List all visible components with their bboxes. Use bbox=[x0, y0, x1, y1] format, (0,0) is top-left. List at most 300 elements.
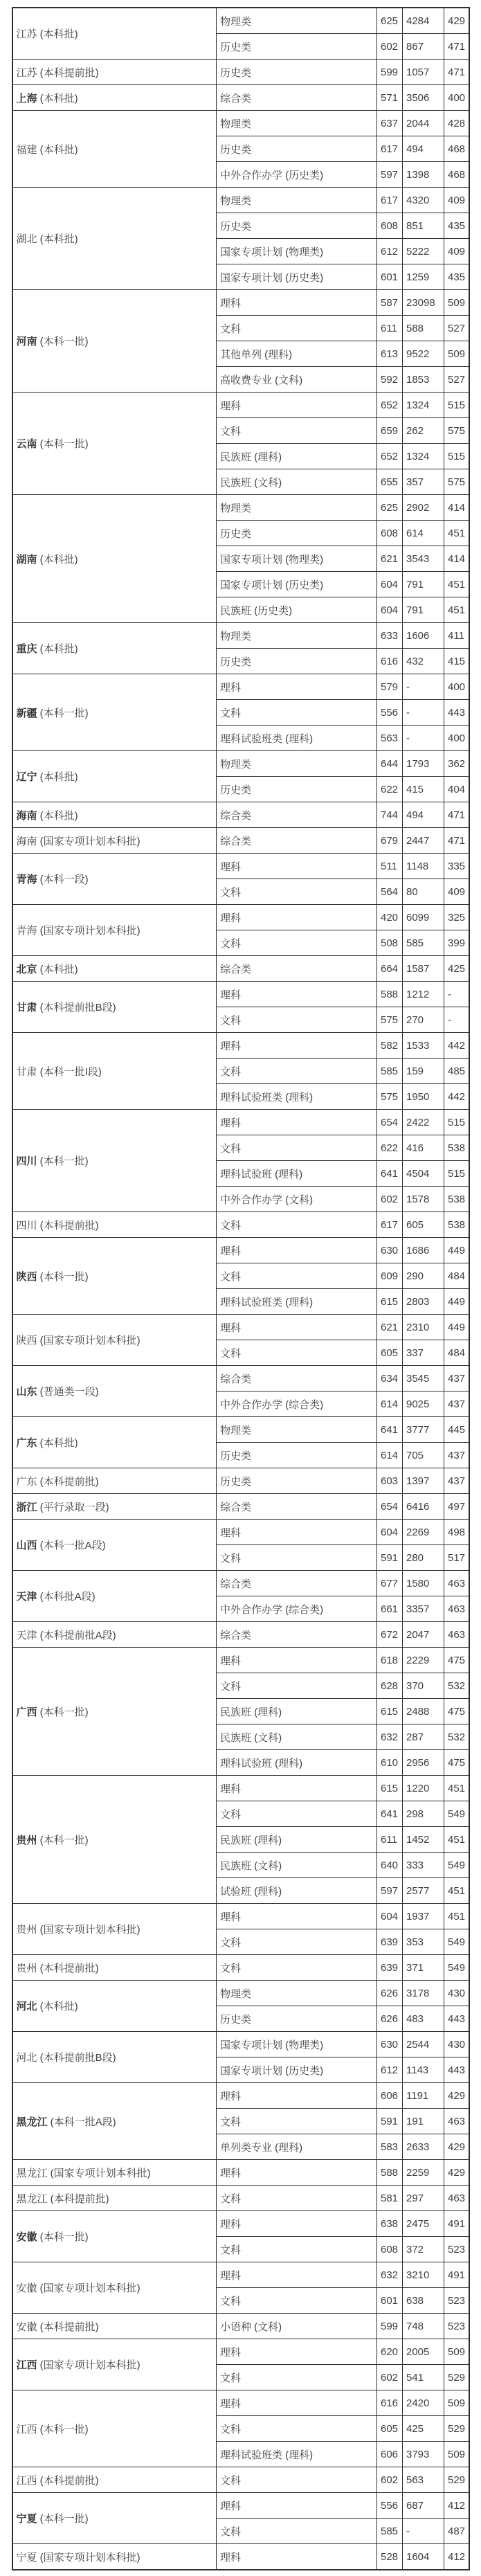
min-rank-cell: 80 bbox=[403, 879, 444, 905]
batch-label: (本科批A段) bbox=[37, 1591, 96, 1603]
min-score-cell: 602 bbox=[377, 2467, 403, 2493]
province-name: 浙江 bbox=[16, 1501, 37, 1513]
province-name: 河北 bbox=[16, 2052, 37, 2064]
province-batch-cell bbox=[12, 2467, 217, 2493]
min-score-cell: 587 bbox=[377, 290, 403, 316]
control-line-cell: 451 bbox=[444, 1904, 469, 1929]
province-batch-cell bbox=[12, 1981, 217, 2032]
table-row bbox=[12, 1238, 469, 1263]
province-name: 甘肃 bbox=[16, 1065, 37, 1078]
category-cell: 综合类 bbox=[217, 828, 377, 854]
control-line-cell: 471 bbox=[444, 60, 469, 85]
table-row bbox=[12, 2186, 469, 2211]
category-cell: 综合类 bbox=[217, 956, 377, 982]
min-score-cell: 556 bbox=[377, 2493, 403, 2519]
min-score-cell: 654 bbox=[377, 1494, 403, 1520]
category-cell: 国家专项计划 (历史类) bbox=[217, 2057, 377, 2083]
category-cell: 理科 bbox=[217, 2339, 377, 2365]
control-line-cell: 400 bbox=[444, 726, 469, 751]
min-score-cell: 661 bbox=[377, 1596, 403, 1622]
control-line-cell: 538 bbox=[444, 1135, 469, 1161]
category-cell: 民族班 (理科) bbox=[217, 444, 377, 469]
category-cell: 文科 bbox=[217, 2416, 377, 2442]
control-line-cell: 442 bbox=[444, 1033, 469, 1059]
category-cell: 理科 bbox=[217, 2160, 377, 2186]
min-rank-cell: 23098 bbox=[403, 290, 444, 316]
category-cell: 国家专项计划 (历史类) bbox=[217, 572, 377, 597]
category-cell: 理科 bbox=[217, 1648, 377, 1673]
province-name: 广东 bbox=[16, 1475, 37, 1488]
min-rank-cell: 159 bbox=[403, 1059, 444, 1084]
min-rank-cell: 1148 bbox=[403, 854, 444, 879]
min-score-cell: 637 bbox=[377, 111, 403, 136]
category-cell: 理科 bbox=[217, 1315, 377, 1340]
min-score-cell: 508 bbox=[377, 930, 403, 956]
table-row bbox=[12, 2314, 469, 2339]
table-row bbox=[12, 111, 469, 136]
category-cell: 文科 bbox=[217, 2109, 377, 2134]
category-cell: 文科 bbox=[217, 1007, 377, 1033]
province-name: 江西 bbox=[16, 2423, 37, 2435]
min-score-cell: 617 bbox=[377, 188, 403, 213]
min-rank-cell: 2047 bbox=[403, 1622, 444, 1648]
min-score-cell: 639 bbox=[377, 1929, 403, 1955]
min-rank-cell: 1259 bbox=[403, 264, 444, 290]
category-cell: 综合类 bbox=[217, 1366, 377, 1391]
table-row bbox=[12, 751, 469, 777]
table-row bbox=[12, 674, 469, 700]
province-batch-cell bbox=[12, 2339, 217, 2390]
category-cell: 理科 bbox=[217, 2083, 377, 2109]
category-cell: 文科 bbox=[217, 1929, 377, 1955]
min-rank-cell: 1578 bbox=[403, 1187, 444, 1212]
control-line-cell: 527 bbox=[444, 367, 469, 393]
min-score-cell: 625 bbox=[377, 495, 403, 521]
control-line-cell: 463 bbox=[444, 2109, 469, 2134]
min-rank-cell: - bbox=[403, 2519, 444, 2544]
min-rank-cell: 5222 bbox=[403, 239, 444, 264]
min-rank-cell: 287 bbox=[403, 1724, 444, 1750]
province-name: 安徽 bbox=[16, 2231, 37, 2243]
batch-label: (本科一批) bbox=[37, 707, 89, 719]
control-line-cell: 475 bbox=[444, 1750, 469, 1776]
min-rank-cell: 2475 bbox=[403, 2211, 444, 2237]
min-score-cell: 744 bbox=[377, 802, 403, 828]
min-score-cell: 601 bbox=[377, 2288, 403, 2314]
min-score-cell: 639 bbox=[377, 1955, 403, 1981]
category-cell: 文科 bbox=[217, 2237, 377, 2262]
min-score-cell: 606 bbox=[377, 2442, 403, 2467]
min-score-cell: 618 bbox=[377, 1648, 403, 1673]
province-batch-cell bbox=[12, 2032, 217, 2083]
min-rank-cell: 494 bbox=[403, 136, 444, 162]
category-cell: 民族班 (文科) bbox=[217, 1853, 377, 1878]
control-line-cell: 409 bbox=[444, 239, 469, 264]
table-row bbox=[12, 2211, 469, 2237]
province-name: 黑龙江 bbox=[16, 2192, 48, 2205]
min-rank-cell: 3777 bbox=[403, 1417, 444, 1443]
batch-label: (本科一批) bbox=[37, 2231, 89, 2243]
province-batch-cell bbox=[12, 2160, 217, 2186]
control-line-cell: 509 bbox=[444, 2339, 469, 2365]
province-name: 江西 bbox=[16, 2359, 37, 2371]
province-batch-cell bbox=[12, 854, 217, 905]
control-line-cell: 430 bbox=[444, 1981, 469, 2006]
table-row bbox=[12, 8, 469, 34]
min-score-cell: 672 bbox=[377, 1622, 403, 1648]
min-score-cell: 615 bbox=[377, 1776, 403, 1801]
category-cell: 中外合作办学 (历史类) bbox=[217, 162, 377, 188]
control-line-cell: 515 bbox=[444, 1110, 469, 1135]
province-batch-cell bbox=[12, 1110, 217, 1212]
min-score-cell: 575 bbox=[377, 1007, 403, 1033]
batch-label: (本科批) bbox=[37, 28, 78, 40]
table-row bbox=[12, 2339, 469, 2365]
table-row bbox=[12, 1110, 469, 1135]
batch-label: (本科一段) bbox=[37, 874, 89, 885]
min-score-cell: 612 bbox=[377, 2057, 403, 2083]
min-rank-cell: 705 bbox=[403, 1443, 444, 1468]
batch-label: (本科提前批) bbox=[37, 2474, 99, 2487]
min-rank-cell: - bbox=[403, 674, 444, 700]
control-line-cell: 443 bbox=[444, 700, 469, 726]
min-rank-cell: 1324 bbox=[403, 444, 444, 469]
min-rank-cell: 605 bbox=[403, 1212, 444, 1238]
min-rank-cell: 1397 bbox=[403, 1468, 444, 1494]
min-rank-cell: - bbox=[403, 726, 444, 751]
table-row bbox=[12, 1955, 469, 1981]
min-rank-cell: 3357 bbox=[403, 1596, 444, 1622]
control-line-cell: 517 bbox=[444, 1545, 469, 1571]
min-rank-cell: 3545 bbox=[403, 1366, 444, 1391]
table-row bbox=[12, 982, 469, 1007]
control-line-cell: 484 bbox=[444, 1340, 469, 1366]
control-line-cell: 491 bbox=[444, 2262, 469, 2288]
min-rank-cell: 614 bbox=[403, 521, 444, 546]
category-cell: 理科 bbox=[217, 2262, 377, 2288]
control-line-cell: 523 bbox=[444, 2288, 469, 2314]
province-name: 云南 bbox=[16, 438, 37, 450]
table-row bbox=[12, 495, 469, 521]
min-rank-cell: 588 bbox=[403, 316, 444, 341]
province-name: 广西 bbox=[16, 1706, 37, 1718]
min-score-cell: 626 bbox=[377, 2006, 403, 2032]
min-rank-cell: 2544 bbox=[403, 2032, 444, 2057]
min-score-cell: 592 bbox=[377, 367, 403, 393]
table-row bbox=[12, 85, 469, 111]
control-line-cell: 425 bbox=[444, 956, 469, 982]
category-cell: 文科 bbox=[217, 418, 377, 444]
batch-label: (本科一批) bbox=[37, 2423, 89, 2435]
control-line-cell: 409 bbox=[444, 188, 469, 213]
control-line-cell: 451 bbox=[444, 572, 469, 597]
min-score-cell: 622 bbox=[377, 777, 403, 802]
province-name: 贵州 bbox=[16, 1924, 37, 1936]
province-name: 河南 bbox=[16, 336, 37, 348]
min-score-cell: 511 bbox=[377, 854, 403, 879]
min-rank-cell: 1212 bbox=[403, 982, 444, 1007]
table-row bbox=[12, 854, 469, 879]
min-rank-cell: 1793 bbox=[403, 751, 444, 777]
min-score-cell: 634 bbox=[377, 1366, 403, 1391]
province-batch-cell bbox=[12, 1571, 217, 1622]
category-cell: 历史类 bbox=[217, 1468, 377, 1494]
category-cell: 理科 bbox=[217, 1238, 377, 1263]
province-batch-cell bbox=[12, 60, 217, 85]
min-score-cell: 615 bbox=[377, 1289, 403, 1315]
control-line-cell: 429 bbox=[444, 2083, 469, 2109]
table-row bbox=[12, 802, 469, 828]
min-rank-cell: 2577 bbox=[403, 1878, 444, 1904]
category-cell: 理科试验班类 (理科) bbox=[217, 1289, 377, 1315]
province-batch-cell bbox=[12, 495, 217, 623]
batch-label: (本科一批A段) bbox=[47, 2116, 116, 2128]
control-line-cell: 451 bbox=[444, 1827, 469, 1853]
province-batch-cell bbox=[12, 2314, 217, 2339]
batch-label: (本科一批) bbox=[37, 336, 89, 348]
min-score-cell: 608 bbox=[377, 521, 403, 546]
category-cell: 历史类 bbox=[217, 2006, 377, 2032]
control-line-cell: 509 bbox=[444, 341, 469, 367]
province-name: 安徽 bbox=[16, 2282, 37, 2294]
batch-label: (本科一批A段) bbox=[37, 1540, 106, 1551]
min-score-cell: 654 bbox=[377, 1110, 403, 1135]
min-rank-cell: 4320 bbox=[403, 188, 444, 213]
category-cell: 物理类 bbox=[217, 751, 377, 777]
min-score-cell: 614 bbox=[377, 1391, 403, 1417]
control-line-cell: 435 bbox=[444, 213, 469, 239]
province-name: 贵州 bbox=[16, 1834, 37, 1846]
control-line-cell: 451 bbox=[444, 1776, 469, 1801]
category-cell: 民族班 (文科) bbox=[217, 469, 377, 495]
min-score-cell: 571 bbox=[377, 85, 403, 111]
min-rank-cell: 280 bbox=[403, 1545, 444, 1571]
category-cell: 文科 bbox=[217, 316, 377, 341]
control-line-cell: 437 bbox=[444, 1443, 469, 1468]
province-name: 新疆 bbox=[16, 707, 37, 719]
category-cell: 理科 bbox=[217, 1520, 377, 1545]
province-batch-cell bbox=[12, 1955, 217, 1981]
table-row bbox=[12, 2544, 469, 2570]
batch-label: (本科提前批) bbox=[37, 1475, 99, 1488]
min-rank-cell: 353 bbox=[403, 1929, 444, 1955]
category-cell: 理科 bbox=[217, 2390, 377, 2416]
batch-label: (本科一批) bbox=[37, 1270, 89, 1283]
min-rank-cell: 1324 bbox=[403, 393, 444, 418]
province-name: 上海 bbox=[16, 92, 37, 105]
batch-label: (国家专项计划本科批) bbox=[47, 2167, 151, 2179]
category-cell: 物理类 bbox=[217, 111, 377, 136]
min-score-cell: 588 bbox=[377, 2160, 403, 2186]
min-score-cell: 630 bbox=[377, 2032, 403, 2057]
category-cell: 历史类 bbox=[217, 34, 377, 60]
min-score-cell: 609 bbox=[377, 1263, 403, 1289]
min-score-cell: 579 bbox=[377, 674, 403, 700]
category-cell: 文科 bbox=[217, 1340, 377, 1366]
province-name: 四川 bbox=[16, 1219, 37, 1232]
province-name: 陕西 bbox=[16, 1335, 37, 1346]
min-rank-cell: 1580 bbox=[403, 1571, 444, 1596]
control-line-cell: 515 bbox=[444, 444, 469, 469]
min-score-cell: 602 bbox=[377, 2365, 403, 2390]
min-rank-cell: 3178 bbox=[403, 1981, 444, 2006]
batch-label: (本科一批) bbox=[37, 1155, 89, 1167]
batch-label: (本科批) bbox=[37, 2001, 78, 2012]
control-line-cell: 575 bbox=[444, 469, 469, 495]
control-line-cell: 463 bbox=[444, 1571, 469, 1596]
table-row bbox=[12, 956, 469, 982]
min-rank-cell: 425 bbox=[403, 2416, 444, 2442]
province-batch-cell bbox=[12, 828, 217, 854]
min-score-cell: 602 bbox=[377, 1187, 403, 1212]
category-cell: 文科 bbox=[217, 1263, 377, 1289]
category-cell: 文科 bbox=[217, 2288, 377, 2314]
category-cell: 文科 bbox=[217, 1135, 377, 1161]
min-rank-cell: 791 bbox=[403, 572, 444, 597]
min-rank-cell: 1606 bbox=[403, 623, 444, 649]
control-line-cell: 412 bbox=[444, 2493, 469, 2519]
control-line-cell: 400 bbox=[444, 85, 469, 111]
control-line-cell: 429 bbox=[444, 2134, 469, 2160]
control-line-cell: 445 bbox=[444, 1417, 469, 1443]
province-name: 海南 bbox=[16, 809, 37, 822]
min-rank-cell: 1686 bbox=[403, 1238, 444, 1263]
province-batch-cell bbox=[12, 1366, 217, 1417]
control-line-cell: 523 bbox=[444, 2237, 469, 2262]
table-row bbox=[12, 1520, 469, 1545]
table-row bbox=[12, 2262, 469, 2288]
min-score-cell: 563 bbox=[377, 726, 403, 751]
min-score-cell: 620 bbox=[377, 2339, 403, 2365]
admission-score-table bbox=[12, 7, 470, 2570]
category-cell: 理科试验班类 (理科) bbox=[217, 1084, 377, 1110]
control-line-cell: 399 bbox=[444, 930, 469, 956]
min-rank-cell: 333 bbox=[403, 1853, 444, 1878]
province-batch-cell bbox=[12, 2390, 217, 2467]
control-line-cell: 415 bbox=[444, 649, 469, 674]
batch-label: (本科批) bbox=[37, 233, 78, 245]
control-line-cell: 538 bbox=[444, 1212, 469, 1238]
province-name: 江西 bbox=[16, 2474, 37, 2487]
category-cell: 文科 bbox=[217, 1673, 377, 1699]
min-rank-cell: 4284 bbox=[403, 8, 444, 34]
min-score-cell: 617 bbox=[377, 136, 403, 162]
province-name: 湖南 bbox=[16, 553, 37, 566]
min-rank-cell: 638 bbox=[403, 2288, 444, 2314]
min-rank-cell: 1604 bbox=[403, 2544, 444, 2570]
table-row bbox=[12, 2467, 469, 2493]
province-batch-cell bbox=[12, 1315, 217, 1366]
category-cell: 文科 bbox=[217, 700, 377, 726]
control-line-cell: 437 bbox=[444, 1366, 469, 1391]
province-name: 宁夏 bbox=[16, 2551, 37, 2564]
batch-label: (本科一批I段) bbox=[37, 1065, 102, 1078]
min-rank-cell: 297 bbox=[403, 2186, 444, 2211]
min-rank-cell: 298 bbox=[403, 1801, 444, 1827]
min-score-cell: 583 bbox=[377, 2134, 403, 2160]
min-rank-cell: 3210 bbox=[403, 2262, 444, 2288]
province-name: 山东 bbox=[16, 1386, 37, 1398]
min-rank-cell: 416 bbox=[403, 1135, 444, 1161]
min-rank-cell: 791 bbox=[403, 597, 444, 623]
min-rank-cell: 370 bbox=[403, 1673, 444, 1699]
control-line-cell: 509 bbox=[444, 2442, 469, 2467]
category-cell: 文科 bbox=[217, 1955, 377, 1981]
category-cell: 理科 bbox=[217, 1033, 377, 1059]
category-cell: 理科 bbox=[217, 982, 377, 1007]
province-name: 山西 bbox=[16, 1540, 37, 1551]
batch-label: (本科一批) bbox=[37, 1706, 89, 1718]
min-score-cell: 679 bbox=[377, 828, 403, 854]
page bbox=[0, 7, 481, 2570]
min-score-cell: 652 bbox=[377, 444, 403, 469]
min-rank-cell: 1937 bbox=[403, 1904, 444, 1929]
category-cell: 理科试验班类 (理科) bbox=[217, 2442, 377, 2467]
min-rank-cell: 2633 bbox=[403, 2134, 444, 2160]
province-name: 河北 bbox=[16, 2001, 37, 2012]
province-name: 甘肃 bbox=[16, 1002, 37, 1014]
province-batch-cell bbox=[12, 1238, 217, 1315]
batch-label: (普通类一段) bbox=[37, 1386, 99, 1398]
control-line-cell: 463 bbox=[444, 2186, 469, 2211]
min-rank-cell: 1191 bbox=[403, 2083, 444, 2109]
min-score-cell: 644 bbox=[377, 751, 403, 777]
min-rank-cell: 2420 bbox=[403, 2390, 444, 2416]
min-score-cell: 528 bbox=[377, 2544, 403, 2570]
min-rank-cell: - bbox=[403, 700, 444, 726]
min-score-cell: 605 bbox=[377, 2416, 403, 2442]
min-rank-cell: 290 bbox=[403, 1263, 444, 1289]
min-rank-cell: 3793 bbox=[403, 2442, 444, 2467]
control-line-cell: 509 bbox=[444, 290, 469, 316]
category-cell: 理科 bbox=[217, 1776, 377, 1801]
province-batch-cell bbox=[12, 1648, 217, 1776]
province-name: 天津 bbox=[16, 1591, 37, 1603]
category-cell: 中外合作办学 (综合类) bbox=[217, 1391, 377, 1417]
control-line-cell: 429 bbox=[444, 2160, 469, 2186]
control-line-cell: 428 bbox=[444, 111, 469, 136]
category-cell: 文科 bbox=[217, 2365, 377, 2390]
control-line-cell: 471 bbox=[444, 34, 469, 60]
min-score-cell: 606 bbox=[377, 2083, 403, 2109]
min-score-cell: 591 bbox=[377, 1545, 403, 1571]
control-line-cell: 487 bbox=[444, 2519, 469, 2544]
min-score-cell: 601 bbox=[377, 264, 403, 290]
category-cell: 理科 bbox=[217, 1904, 377, 1929]
category-cell: 文科 bbox=[217, 1545, 377, 1571]
control-line-cell: 435 bbox=[444, 264, 469, 290]
category-cell: 理科 bbox=[217, 2493, 377, 2519]
category-cell: 物理类 bbox=[217, 8, 377, 34]
batch-label: (本科批) bbox=[37, 809, 78, 822]
category-cell: 理科试验班 (理科) bbox=[217, 1161, 377, 1187]
category-cell: 理科试验班类 (理科) bbox=[217, 726, 377, 751]
min-rank-cell: 2229 bbox=[403, 1648, 444, 1673]
category-cell: 物理类 bbox=[217, 623, 377, 649]
province-name: 辽宁 bbox=[16, 771, 37, 783]
batch-label: (本科一批) bbox=[37, 2513, 89, 2525]
batch-label: (本科批) bbox=[37, 963, 78, 975]
min-score-cell: 564 bbox=[377, 879, 403, 905]
min-score-cell: 602 bbox=[377, 34, 403, 60]
table-row bbox=[12, 2032, 469, 2057]
batch-label: (国家专项计划本科批) bbox=[37, 2282, 140, 2294]
control-line-cell: 529 bbox=[444, 2365, 469, 2390]
province-name: 宁夏 bbox=[16, 2513, 37, 2525]
min-rank-cell: 371 bbox=[403, 1955, 444, 1981]
batch-label: (本科批) bbox=[37, 553, 78, 566]
table-row bbox=[12, 1468, 469, 1494]
